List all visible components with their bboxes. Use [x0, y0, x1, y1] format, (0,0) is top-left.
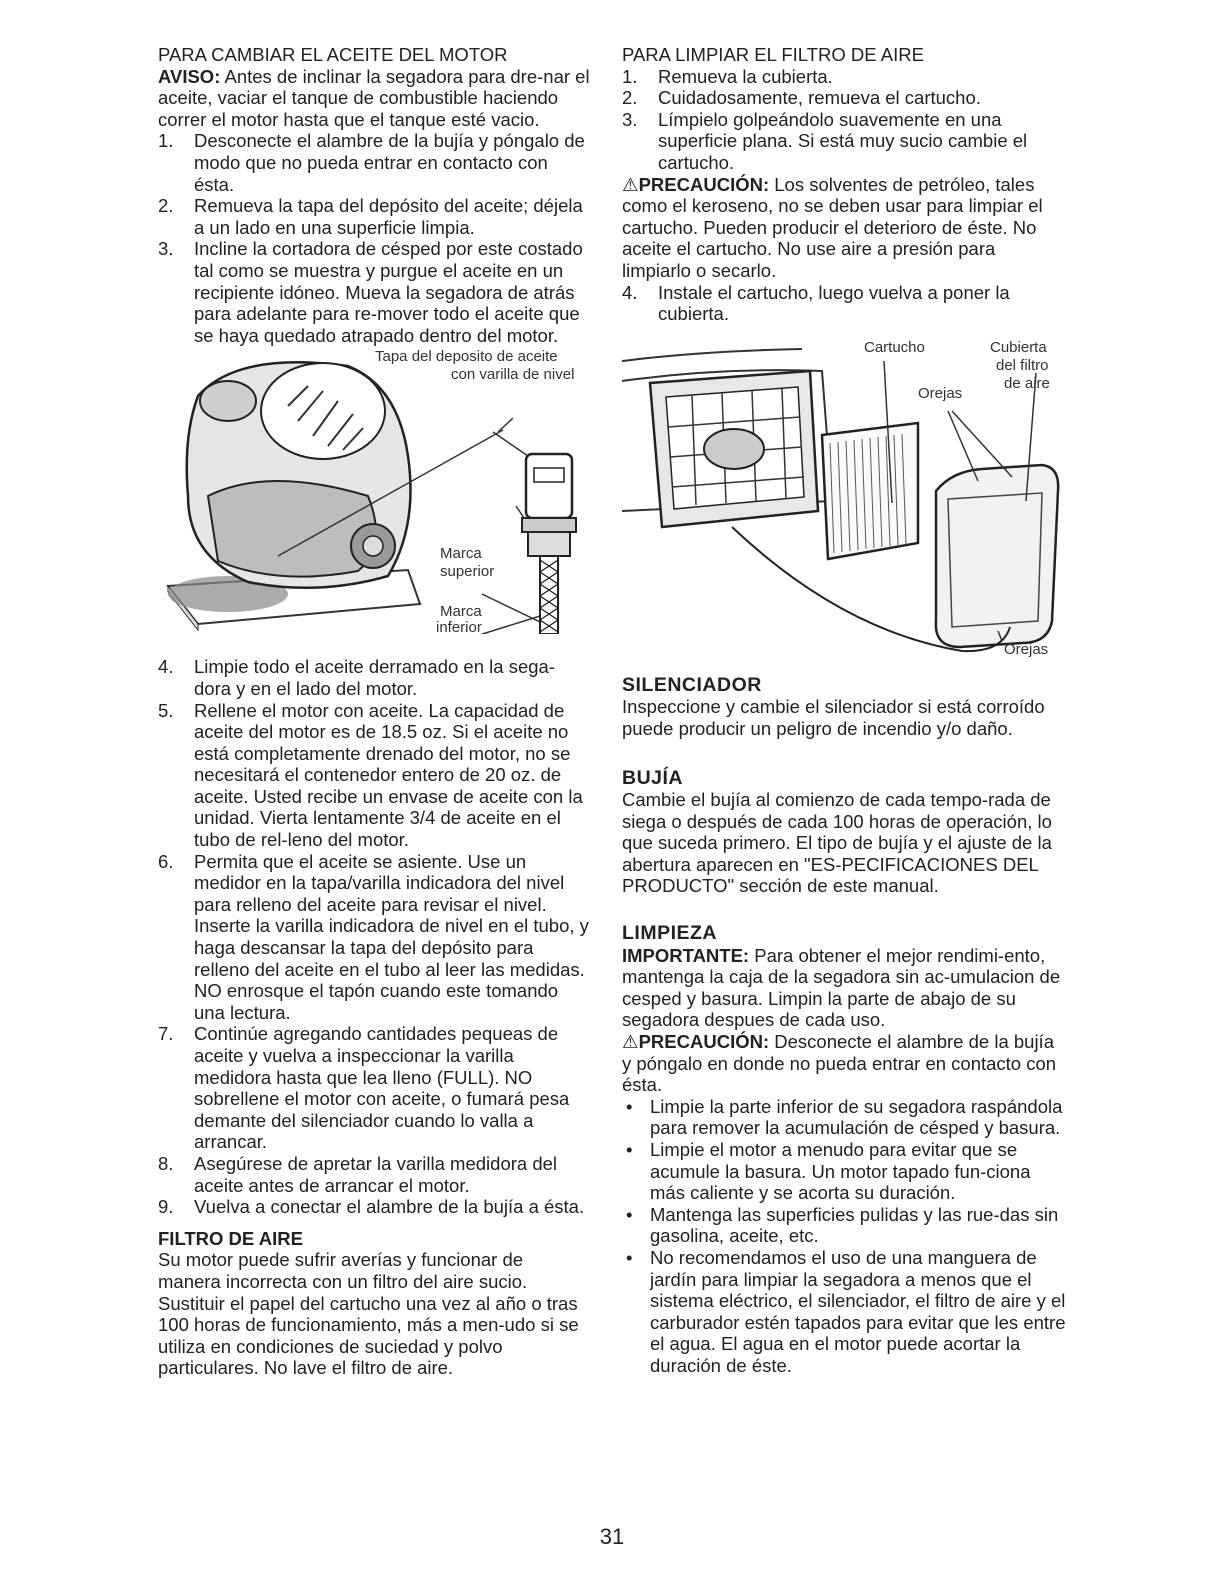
- list-item: [158, 656, 590, 699]
- list-item: [622, 1247, 1066, 1377]
- step-text: Remueva la tapa del depósito del aceite; déjela a un lado en una superficie limpia.: [194, 195, 583, 238]
- list-item: [158, 700, 590, 851]
- step-text: Límpielo golpeándolo suavemente en una superficie plana. Si está muy sucio cambie el cartucho.: [658, 108, 1028, 173]
- list-item: [622, 109, 1066, 174]
- cover-label: Cubierta: [990, 338, 1047, 356]
- cleaning-bullets: [622, 1096, 1066, 1377]
- step-text: Vuelva a conectar el alambre de la bujía a ésta.: [194, 1196, 585, 1218]
- cartridge-label: Cartucho: [864, 338, 925, 356]
- bullet-icon: •: [626, 1139, 633, 1160]
- step-number: 1.: [158, 130, 174, 152]
- step-text: Incline la cortadora de césped por este costado tal como se muestra y purgue el aceite en un recipiente idóneo. Mueva la segadora de atrás para adelante para re-mover todo el aceite que se haya quedado atrapado dentro del motor.: [194, 238, 583, 346]
- list-item: [622, 87, 1066, 109]
- lower-mark-label: Marca: [440, 603, 482, 621]
- list-item: [622, 1139, 1066, 1204]
- oil-change-steps-continued: [158, 656, 590, 1217]
- clean-filter-caution: [622, 174, 1066, 282]
- list-item: [158, 238, 590, 346]
- list-item: [158, 1196, 590, 1218]
- bullet-icon: •: [626, 1246, 633, 1268]
- oil-change-notice: [158, 66, 590, 131]
- step-text: Instale el cartucho, luego vuelva a poner la cubierta.: [658, 281, 1010, 325]
- list-item: [158, 1153, 590, 1196]
- notice-text: Antes de inclinar la segadora para dre-nar el aceite, vaciar el tanque de combustible haciendo correr el motor hasta que el tanque esté vacio.: [158, 65, 590, 130]
- upper-mark-label-line2: superior: [440, 563, 495, 581]
- tabs-bottom-label: Orejas: [1004, 640, 1049, 658]
- muffler-title: SILENCIADOR: [622, 673, 762, 696]
- spark-plug-text: Cambie el bujía al comienzo de cada tempo-rada de siega o después de cada 100 horas de operación, lo que suceda primero. El tipo de bujía y el ajuste de la abertura aparecen en "ES-PECIFICACIONES DEL PRODUCTO" sección de este manual.: [622, 789, 1052, 897]
- bullet-icon: •: [626, 1095, 633, 1117]
- step-number: 4.: [622, 281, 638, 303]
- air-filter-illustration: [622, 331, 1066, 661]
- caution-text: Desconecte el alambre de la bujía y póngalo en donde no pueda entrar en contacto con ésta.: [622, 1031, 1057, 1096]
- cap-label: Tapa del deposito de aceite: [375, 348, 558, 366]
- air-filter-figure: [622, 331, 1066, 661]
- air-filter-title: FILTRO DE AIRE: [158, 1227, 303, 1249]
- step-number: 7.: [158, 1023, 174, 1045]
- caution-label: PRECAUCIÓN:: [638, 1031, 770, 1053]
- step-text: Rellene el motor con aceite. La capacidad de aceite del motor es de 18.5 oz. Si el aceite no está completamente drenado del motor, no se necesitará el contenedor entero de 20 oz. de aceite. Usted recibe un envase de aceite con la unidad. Vierta lentamente 3/4 de aceite en el tubo de rel-leno del motor.: [194, 699, 583, 851]
- bullet-text: Limpie el motor a menudo para evitar que se acumule la basura. Un motor tapado fun-ciona más caliente y se acorta su duración.: [650, 1139, 1031, 1204]
- lower-mark-label-line2: inferior: [436, 619, 482, 637]
- step-text: Continúe agregando cantidades pequeas de aceite y vuelva a inspeccionar la varilla medidora hasta que lea lleno (FULL). NO sobrellene el motor con aceite, o fumará pesa demante del silenciador cuando lo valla a arrancar.: [194, 1023, 570, 1153]
- warning-icon: ⚠: [622, 1031, 639, 1053]
- bullet-text: Mantenga las superficies pulidas y las rue-das sin gasolina, aceite, etc.: [650, 1203, 1059, 1247]
- step-number: 2.: [622, 87, 638, 109]
- warning-icon: ⚠: [622, 173, 639, 195]
- list-item: [622, 1096, 1066, 1139]
- bullet-text: Limpie la parte inferior de su segadora raspándola para remover la acumulación de césped y basura.: [650, 1095, 1063, 1139]
- list-item: [158, 195, 590, 238]
- list-item: [158, 851, 590, 1024]
- bullet-icon: •: [626, 1203, 633, 1225]
- step-text: Permita que el aceite se asiente. Use un medidor en la tapa/varilla indicadora del nivel para relleno del aceite para revisar el nivel. Inserte la varilla indicadora de nivel en el tubo, y haga descansar la tapa del depósito para relleno del aceite en el tubo al leer las medidas. NO enrosque el tapón cuando este tomando una lectura.: [194, 850, 589, 1023]
- step-number: 3.: [158, 238, 174, 260]
- cleaning-caution: [622, 1031, 1066, 1096]
- cleaning-important: [622, 945, 1066, 1031]
- tabs-top-label: Orejas: [918, 384, 963, 402]
- clean-filter-title: PARA LIMPIAR EL FILTRO DE AIRE: [622, 44, 924, 65]
- caution-text: Los solventes de petróleo, tales como el keroseno, no se deben usar para limpiar el cartucho. Pueden producir el deterioro de éste. No aceite el cartucho. No use aire a presión para limpiarlo o secarlo.: [622, 173, 1043, 281]
- cleaning-title: LIMPIEZA: [622, 922, 717, 945]
- step-text: Desconecte el alambre de la bujía y póngalo de modo que no pueda entrar en contacto con ésta.: [194, 130, 585, 195]
- step-text: Cuidadosamente, remueva el cartucho.: [658, 87, 981, 109]
- bullet-text: No recomendamos el uso de una manguera de jardín para limpiar la segadora a menos que el sistema eléctrico, el silenciador, el filtro de aire y el carburador estén tapados para evitar que les entre el agua. El agua en el motor puede acortar la duración de éste.: [650, 1246, 1066, 1376]
- page-number: 31: [599, 1524, 625, 1549]
- clean-filter-steps: [622, 66, 1066, 174]
- spark-plug-title: BUJÍA: [622, 766, 684, 789]
- upper-mark-label: Marca: [440, 545, 482, 563]
- step-number: 3.: [622, 108, 638, 130]
- list-item: [158, 1023, 590, 1153]
- important-label: IMPORTANTE:: [622, 944, 750, 966]
- list-item: [158, 130, 590, 195]
- air-filter-text: Su motor puede sufrir averías y funcionar de manera incorrecta con un filtro del aire sucio. Sustituir el papel del cartucho una vez al año o tras 100 horas de funcionamiento, más a men-udo si se utiliza en condiciones de suciedad y polvo particulares. No lave el filtro de aire.: [158, 1249, 579, 1379]
- step-text: Asegúrese de apretar la varilla medidora del aceite antes de arrancar el motor.: [194, 1152, 558, 1196]
- left-column: [158, 44, 590, 1379]
- oil-change-steps: [158, 130, 590, 346]
- cover-label-line3: de aire: [1004, 374, 1050, 392]
- muffler-text: Inspeccione y cambie el silenciador si está corroído puede producir un peligro de incendio y/o daño.: [622, 696, 1045, 739]
- oil-change-title: PARA CAMBIAR EL ACEITE DEL MOTOR: [158, 44, 508, 65]
- step-number: 4.: [158, 656, 174, 678]
- important-text: Para obtener el mejor rendimi-ento, mantenga la caja de la segadora sin ac-umulacion de cesped y basura. Limpin la parte de abajo de su segadora despues de cada uso.: [622, 944, 1061, 1031]
- caution-label: PRECAUCIÓN:: [638, 173, 770, 195]
- oil-drain-figure: [158, 346, 590, 637]
- step-number: 9.: [158, 1196, 174, 1218]
- step-text: Remueva la cubierta.: [658, 65, 833, 87]
- step-number: 2.: [158, 195, 174, 217]
- step-number: 5.: [158, 699, 174, 721]
- clean-filter-steps-continued: [622, 282, 1066, 325]
- step-number: 8.: [158, 1152, 174, 1174]
- cover-label-line2: del filtro: [996, 356, 1049, 374]
- right-column: [622, 44, 1066, 1377]
- step-text: Limpie todo el aceite derramado en la sega-dora y en el lado del motor.: [194, 656, 555, 699]
- step-number: 1.: [622, 65, 638, 87]
- notice-label: AVISO:: [158, 65, 221, 87]
- list-item: [622, 1204, 1066, 1247]
- step-number: 6.: [158, 850, 174, 872]
- list-item: [622, 66, 1066, 88]
- cap-label-line2: con varilla de nivel: [451, 366, 575, 384]
- list-item: [622, 282, 1066, 325]
- engine-illustration: [158, 346, 590, 637]
